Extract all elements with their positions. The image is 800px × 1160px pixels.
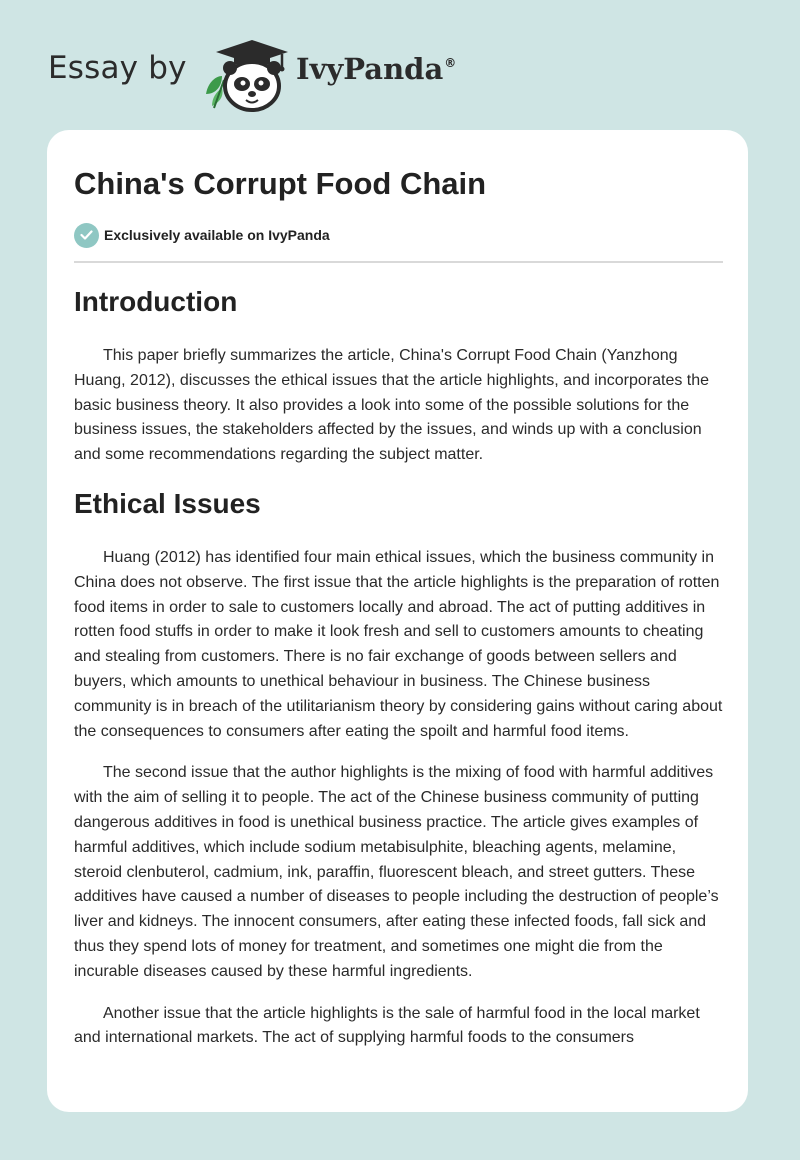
exclusive-badge [74,222,330,248]
section-heading-introduction: Introduction [74,286,238,317]
page-title: China's Corrupt Food Chain [74,166,487,201]
ivypanda-brand: IvyPanda® [296,52,457,86]
paragraph: Huang (2012) has identified four main ethical issues, which the business community in China does not observe. The first issue that the article highlights is the preparation of rotten food items in order to sale to customers locally and abroad. The act of putting additives in rotten food stuffs in order to make it look fresh and sell to customers amounts to cheating and stealing from customers. There is no fair exchange of goods between sellers and buyers, which amounts to unethical behaviour in business. The Chinese business community is in breach of the utilitarianism theory by considering gains without caring about the consequences to consumers after eating the spoilt and harmful food items. [74,548,723,740]
exclusive-label: Exclusively available on IvyPanda [104,227,330,243]
paragraph: Another issue that the article highlights is the sale of harmful food in the local market and international markets. The act of supplying harmful foods to the consumers [74,1004,700,1047]
paragraph: This paper briefly summarizes the article, China's Corrupt Food Chain (Yanzhong Huang, 2012), discusses the ethical issues that the article highlights, and incorporates the basic business theory. It also provides a look into some of the possible solutions for the business issues, the stakeholders affected by the issues, and winds up with a conclusion and some recommendations regarding the subject matter. [74,347,710,464]
panda-logo-icon [202,36,294,112]
section-heading-ethical-issues: Ethical Issues [74,487,261,519]
essay-card [47,130,748,1112]
essay-body [74,282,724,1051]
essay-by-label: Essay by [48,50,187,86]
title-divider [74,261,723,263]
check-circle-icon [74,223,99,248]
paragraph: The second issue that the author highlights is the mixing of food with harmful additives with the aim of selling it to people. The act of the Chinese business community of putting dangerous additives in food is unethical business practice. The article gives examples of harmful additives, which include sodium metabisulphite, bleaching agents, melamine, steroid clenbuterol, cadmium, ink, paraffin, fluorescent bleach, and street gutters. These additives have caused a number of diseases to people including the destruction of people’s liver and kidneys. The innocent consumers, after eating these infected foods, fall sick and thus they spend lots of money for treatment, and sometimes one might die from the incurable diseases caused by these harmful ingredients. [74,764,719,980]
registered-mark: ® [444,56,457,70]
site-header [48,36,508,112]
